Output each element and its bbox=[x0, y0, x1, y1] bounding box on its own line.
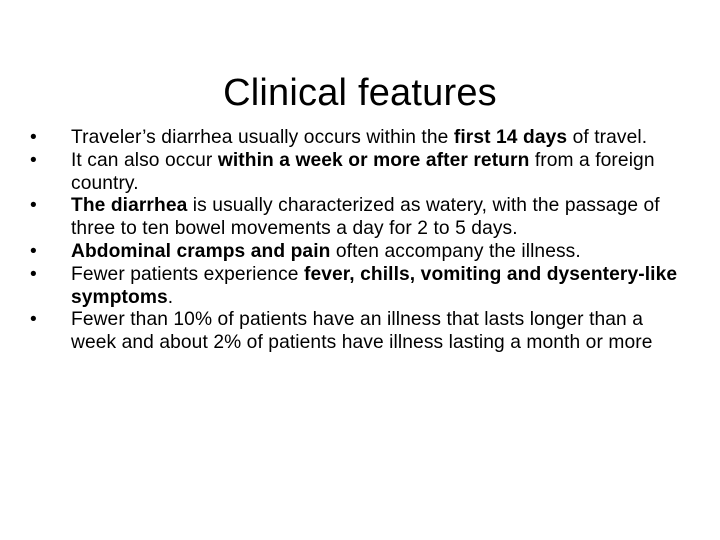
bullet-item bbox=[30, 309, 690, 355]
bullet-text: is usually characterized as watery, with the passage of three to ten bowel movements a day for 2 to 5 days. bbox=[71, 195, 660, 240]
bullet-bold-text: first 14 days bbox=[453, 127, 568, 148]
bullet-list bbox=[30, 127, 690, 355]
bullet-bold-text: within a week or more after return bbox=[217, 149, 530, 171]
bullet-text: It can also occur bbox=[71, 149, 218, 171]
slide-title: Clinical features bbox=[223, 72, 497, 115]
bullet-dot-icon: • bbox=[30, 309, 37, 331]
bullet-dot-icon: • bbox=[30, 149, 37, 171]
bullet-text: Fewer than 10% of patients have an illness that lasts longer than a week and about 2% of patients have illness lasting a month or more bbox=[71, 309, 653, 354]
bullet-item bbox=[30, 195, 690, 241]
bullet-dot-icon: • bbox=[30, 263, 37, 285]
bullet-dot-icon: • bbox=[30, 127, 37, 148]
bullet-text: Fewer patients experience bbox=[71, 263, 304, 285]
bullet-text: of travel. bbox=[567, 127, 648, 148]
bullet-bold-text: Abdominal cramps and pain bbox=[71, 240, 331, 262]
bullet-dot-icon: • bbox=[30, 240, 37, 262]
bullet-dot-icon: • bbox=[30, 195, 37, 217]
bullet-text: Traveler’s diarrhea usually occurs within the bbox=[71, 127, 454, 148]
bullet-bold-text: The diarrhea bbox=[71, 195, 188, 217]
bullet-text: often accompany the illness. bbox=[330, 240, 581, 262]
bullet-item bbox=[30, 264, 690, 310]
bullet-item bbox=[30, 241, 690, 264]
bullet-text: . bbox=[167, 286, 174, 308]
bullet-bold-text: fever, chills, vomiting and dysentery-like symptoms bbox=[71, 263, 678, 308]
bullet-item bbox=[30, 127, 690, 150]
bullet-text: from a foreign country. bbox=[71, 149, 655, 194]
bullet-item bbox=[30, 150, 690, 196]
